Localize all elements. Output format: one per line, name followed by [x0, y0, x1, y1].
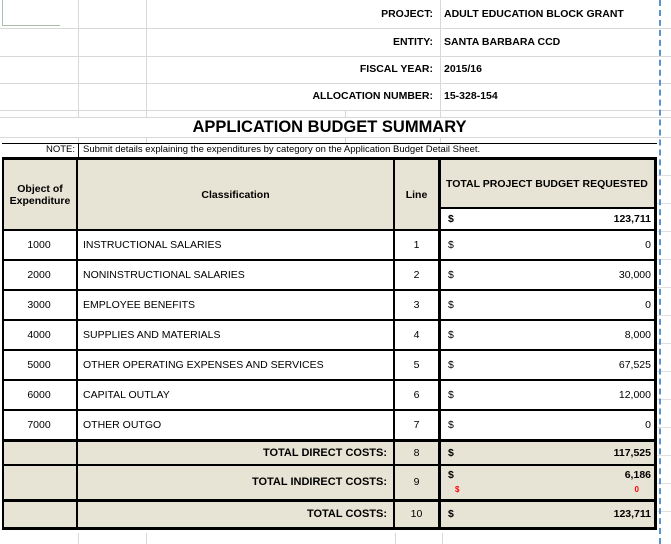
total-direct-amount[interactable]: 117,525: [613, 447, 651, 459]
cell-line: 7: [413, 419, 420, 431]
cell-line: 3: [413, 299, 420, 311]
table-row: [2, 381, 657, 409]
budget-table: [2, 157, 657, 530]
cell-classification[interactable]: EMPLOYEE BENEFITS: [83, 299, 196, 311]
cell-classification[interactable]: INSTRUCTIONAL SALARIES: [83, 239, 222, 251]
cell-classification[interactable]: NONINSTRUCTIONAL SALARIES: [83, 269, 245, 281]
total-costs-amount[interactable]: 123,711: [613, 508, 651, 520]
cell-object[interactable]: 3000: [27, 299, 51, 311]
indirect-sub-currency: $: [455, 485, 460, 494]
cell-object[interactable]: 6000: [27, 389, 51, 401]
cell-object[interactable]: 2000: [27, 269, 51, 281]
note-label: NOTE:: [45, 144, 75, 155]
cell-amount[interactable]: 0: [645, 419, 651, 431]
sheet-title: APPLICATION BUDGET SUMMARY: [192, 118, 467, 136]
gridline: [0, 110, 671, 111]
gridline: [442, 533, 443, 544]
total-costs-row: [2, 502, 657, 527]
table-row: [2, 261, 657, 289]
cell-currency: $: [448, 299, 454, 311]
selection-edge: [2, 0, 3, 26]
cell-object[interactable]: 5000: [27, 359, 51, 371]
col-header-line: Line: [405, 188, 428, 201]
cell-currency: $: [448, 508, 454, 520]
form-value-allocation-number[interactable]: 15-328-154: [444, 90, 498, 102]
table-row: [2, 231, 657, 259]
cell-object[interactable]: 4000: [27, 329, 51, 341]
cell-amount[interactable]: 0: [645, 299, 651, 311]
cell-line: 8: [413, 447, 420, 459]
form-label-fiscal-year: FISCAL YEAR:: [359, 63, 433, 75]
cell-currency: $: [448, 269, 454, 281]
cell-currency: $: [448, 239, 454, 251]
col-header-classification: Classification: [201, 188, 270, 201]
indirect-sub-amount: 0: [634, 485, 639, 494]
gridline: [395, 533, 396, 544]
form-value-entity[interactable]: SANTA BARBARA CCD: [444, 36, 561, 48]
table-border: [2, 527, 657, 530]
cell-currency: $: [448, 389, 454, 401]
cell-line: 4: [413, 329, 420, 341]
cell-classification[interactable]: OTHER OUTGO: [83, 419, 162, 431]
form-label-allocation-number: ALLOCATION NUMBER:: [312, 90, 433, 102]
gridline: [78, 0, 79, 117]
table-row: [2, 321, 657, 349]
cell-amount[interactable]: 67,525: [618, 359, 651, 371]
cell-amount[interactable]: 30,000: [618, 269, 651, 281]
form-value-project[interactable]: ADULT EDUCATION BLOCK GRANT: [444, 8, 624, 20]
total-direct-row: [2, 442, 657, 464]
col-header-object: Object of Expenditure: [9, 182, 71, 207]
cell-line: 10: [410, 508, 423, 520]
gridline: [146, 533, 147, 544]
gridline: [440, 0, 441, 117]
form-label-entity: ENTITY:: [392, 36, 433, 48]
note-text: Submit details explaining the expenditures by category on the Application Budget Detail Sheet.: [83, 144, 481, 155]
total-direct-label: TOTAL DIRECT COSTS:: [262, 447, 387, 459]
cell-amount[interactable]: 12,000: [618, 389, 651, 401]
cell-line: 6: [413, 389, 420, 401]
total-indirect-row: [2, 466, 657, 499]
cell-line: 9: [413, 476, 420, 488]
gridline: [78, 533, 79, 544]
table-row: [2, 291, 657, 319]
cell-currency: $: [448, 359, 454, 371]
selection-edge: [2, 25, 60, 26]
note-border: [78, 143, 79, 157]
form-value-fiscal-year[interactable]: 2015/16: [444, 63, 482, 75]
cell-currency: $: [448, 419, 454, 431]
total-indirect-label: TOTAL INDIRECT COSTS:: [251, 476, 387, 488]
cell-classification[interactable]: OTHER OPERATING EXPENSES AND SERVICES: [83, 359, 324, 371]
cell-classification[interactable]: SUPPLIES AND MATERIALS: [83, 329, 221, 341]
table-row: [2, 411, 657, 439]
cell-classification[interactable]: CAPITAL OUTLAY: [83, 389, 170, 401]
cell-line: 1: [413, 239, 420, 251]
cell-currency: $: [448, 329, 454, 341]
gridline: [146, 0, 147, 117]
cell-object[interactable]: 1000: [27, 239, 51, 251]
table-row: [2, 351, 657, 379]
total-costs-label: TOTAL COSTS:: [306, 508, 387, 520]
page-break-line: [659, 0, 661, 544]
cell-amount[interactable]: 0: [645, 239, 651, 251]
total-indirect-amount[interactable]: 6,186: [624, 469, 651, 481]
cell-currency: $: [448, 447, 454, 459]
summary-amount[interactable]: 123,711: [613, 213, 651, 225]
cell-object[interactable]: 7000: [27, 419, 51, 431]
cell-amount[interactable]: 8,000: [624, 329, 651, 341]
cell-line: 5: [413, 359, 420, 371]
cell-currency: $: [448, 469, 454, 481]
cell-line: 2: [413, 269, 420, 281]
col-header-budget: TOTAL PROJECT BUDGET REQUESTED: [446, 177, 648, 190]
form-label-project: PROJECT:: [381, 8, 433, 20]
summary-currency: $: [448, 213, 454, 225]
